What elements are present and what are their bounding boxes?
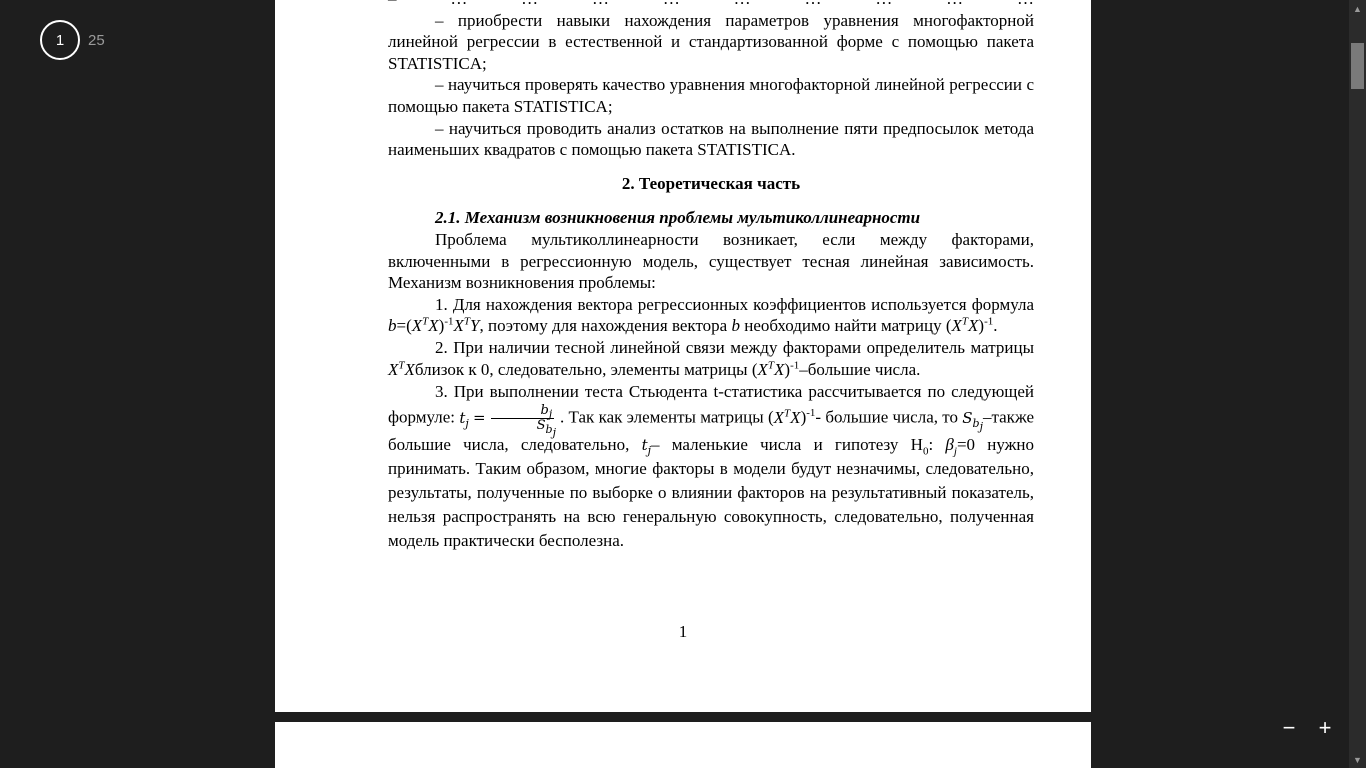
document-page-1 bbox=[275, 0, 1091, 712]
scroll-down-icon[interactable]: ▼ bbox=[1353, 754, 1362, 765]
bullet-item-2: – научиться проверять качество уравнения многофакторной линейной регрессии с помощью пакета STATISTICA; bbox=[388, 75, 1034, 116]
bullet-item-3: – научиться проводить анализ остатков на выполнение пяти предпосылок метода наименьших квадратов с помощью пакета STATISTICA. bbox=[388, 118, 1034, 160]
page-content bbox=[388, 0, 1034, 553]
list-item-3: 3. При выполнении теста Стьюдента t-статистика рассчитывается по следующей формуле: $t_j$ = $\frac{b_j}{S_{b_j}}$ . Так как элементы матрицы $(X^TX)^{-1}-$ большие числа, то $S_{b_j}$–также большие числа, следовательно, $t_j-$ маленькие числа и гипотезу $H_0$: $\beta_j=0$ нужно принимать. Таким образом, многие факторы в модели будут незначимы, следовательно, результаты, полученные по выборке о влиянии факторов на результативный показатель, нельзя распространять на всю генеральную совокупность, следовательно, полученная модель практически бесполезна. bbox=[388, 382, 1035, 551]
zoom-in-button[interactable]: + bbox=[1318, 715, 1332, 740]
clipped-text-line bbox=[388, 0, 1034, 10]
page-indicator bbox=[40, 20, 105, 60]
formula-b: b bbox=[388, 316, 397, 336]
zoom-out-button[interactable]: − bbox=[1282, 715, 1296, 740]
section-heading: 2. Теоретическая часть bbox=[621, 173, 801, 193]
page-number: 1 bbox=[678, 622, 688, 641]
list-item-2: 2. При наличии тесной линейной связи между факторами определитель матрицы $X^TXблизок$ к 0, следовательно, элементы матрицы $(X^TX)^{-1}$–большие числа. bbox=[388, 337, 1034, 379]
t-statistic-fraction: $\frac{b_j}{S_{b_j}}$ bbox=[488, 404, 558, 433]
document-page-2 bbox=[275, 722, 1091, 768]
current-page-button[interactable]: 1 bbox=[40, 20, 80, 60]
scroll-thumb[interactable] bbox=[1351, 43, 1364, 89]
intro-paragraph: Проблема мультиколлинеарности возникает, если между факторами, включенными в регрессионную модель, существует тесная линейная зависимость. Механизм возникновения проблемы: bbox=[388, 229, 1034, 293]
scroll-up-icon[interactable]: ▲ bbox=[1353, 3, 1362, 14]
vertical-scrollbar[interactable] bbox=[1349, 0, 1366, 768]
subsection-heading: 2.1. Механизм возникновения проблемы мультиколлинеарности bbox=[435, 208, 921, 228]
list-item-1: 1. Для нахождения вектора регрессионных коэффициентов используется формула $b=(X^TX)^{-1}X^TY$, поэтому для нахождения вектора b необходимо найти матрицу $(X^TX)^{-1}$. bbox=[388, 294, 1034, 336]
bullet-item-1: – приобрести навыки нахождения параметров уравнения многофакторной линейной регрессии в естественной и стандартизованной форме с помощью пакета STATISTICA; bbox=[388, 10, 1034, 73]
total-pages-label: 25 bbox=[88, 31, 105, 49]
